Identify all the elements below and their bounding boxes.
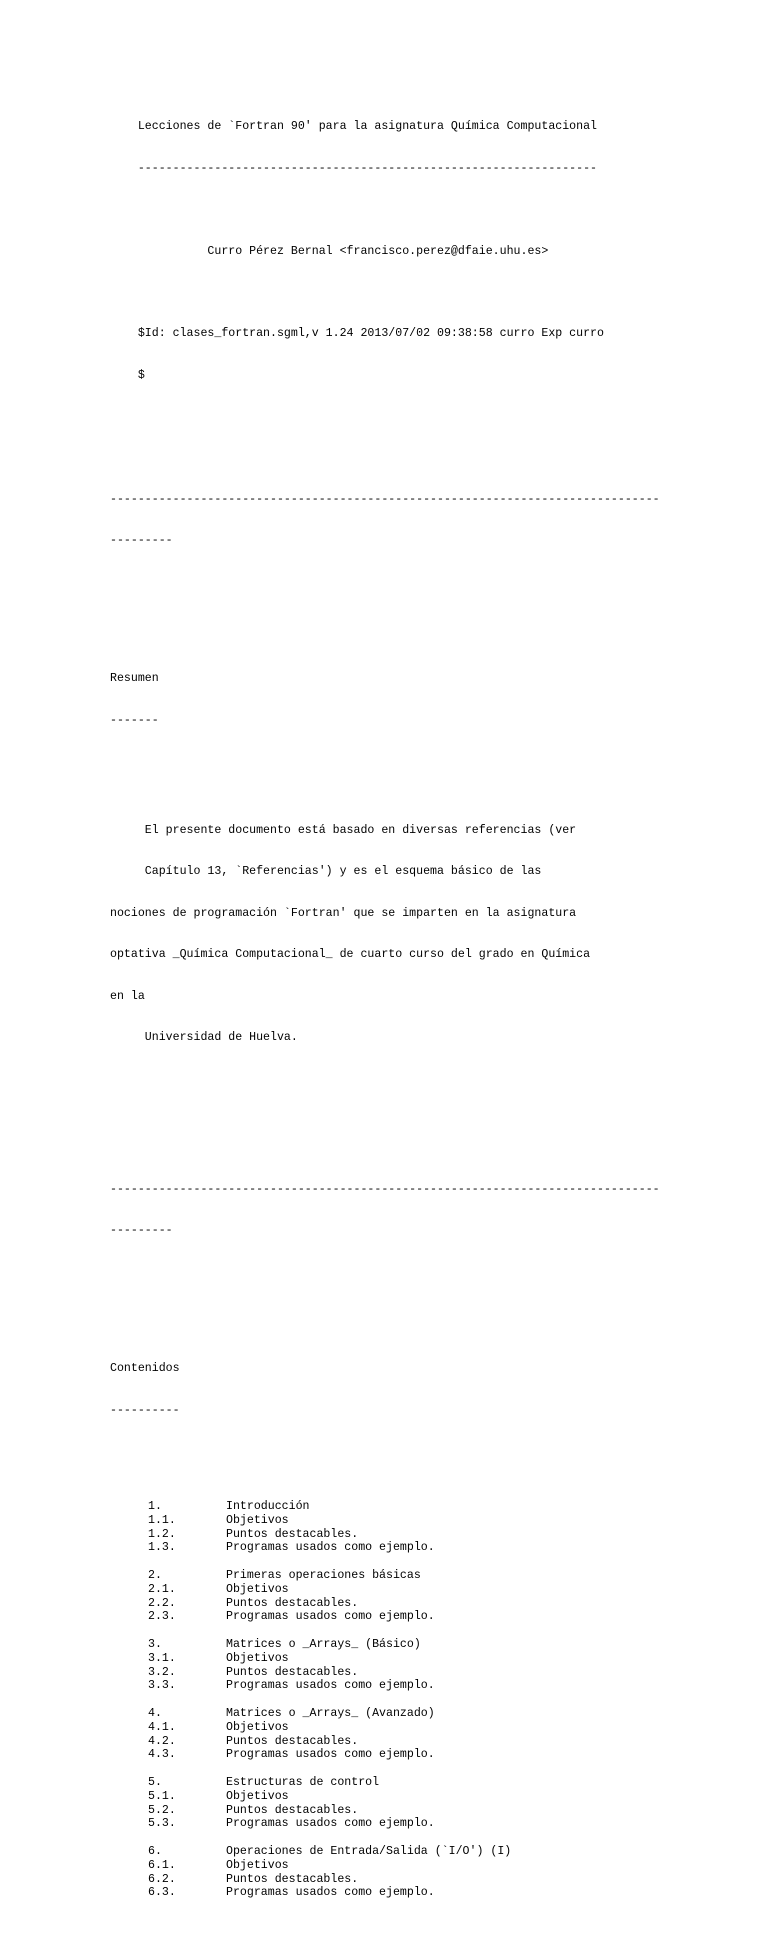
toc-entry-title: Puntos destacables.	[226, 1803, 359, 1817]
toc-section	[110, 1707, 670, 1762]
toc-section	[110, 1569, 670, 1624]
toc-entry-title: Objetivos	[226, 1582, 289, 1596]
toc-entry-number: 3.1.	[148, 1651, 176, 1665]
toc-entry[interactable]	[110, 1886, 670, 1900]
toc-entry[interactable]	[110, 1569, 670, 1583]
toc-entry-title: Programas usados como ejemplo.	[226, 1610, 435, 1624]
toc-entry[interactable]	[110, 1817, 670, 1831]
toc-entry[interactable]	[110, 1679, 670, 1693]
toc-entry-number: 5.2.	[148, 1803, 176, 1817]
contents-underline: ----------	[110, 1403, 180, 1417]
toc-section	[110, 1845, 670, 1900]
toc-entry-title: Puntos destacables.	[226, 1527, 359, 1541]
toc-entry-number: 3.2.	[148, 1665, 176, 1679]
abstract-heading: Resumen	[110, 672, 159, 686]
separator-line-tail: ---------	[110, 1224, 173, 1238]
toc-section	[110, 1638, 670, 1693]
toc-entry-title: Puntos destacables.	[226, 1665, 359, 1679]
abstract-line: Capítulo 13, `Referencias') y es el esquema básico de las	[110, 865, 542, 879]
title-underline: ------------------------------------------------------------------	[110, 161, 598, 175]
toc-entry-number: 1.2.	[148, 1527, 176, 1541]
toc-entry-number: 5.3.	[148, 1817, 176, 1831]
toc-entry-number: 1.3.	[148, 1541, 176, 1555]
toc-entry-number: 4.1.	[148, 1720, 176, 1734]
toc-entry-number: 5.	[148, 1776, 162, 1790]
toc-entry-number: 4.3.	[148, 1748, 176, 1762]
toc-entry[interactable]	[110, 1652, 670, 1666]
toc-entry-title: Programas usados como ejemplo.	[226, 1886, 435, 1900]
toc-entry[interactable]	[110, 1514, 670, 1528]
abstract-line: El presente documento está basado en diversas referencias (ver	[110, 824, 577, 838]
toc-entry-number: 2.	[148, 1569, 162, 1583]
toc-entry-number: 3.	[148, 1638, 162, 1652]
toc-entry[interactable]	[110, 1541, 670, 1555]
toc-entry-title: Programas usados como ejemplo.	[226, 1541, 435, 1555]
toc-entry-title: Estructuras de control	[226, 1776, 380, 1790]
abstract-underline: -------	[110, 713, 159, 727]
separator-line-tail: ---------	[110, 534, 173, 548]
toc-entry[interactable]	[110, 1638, 670, 1652]
separator-line: -------------------------------------------------------------------------------	[110, 1182, 660, 1196]
contents-heading: Contenidos	[110, 1362, 180, 1376]
toc-entry-number: 4.2.	[148, 1734, 176, 1748]
toc-entry-title: Objetivos	[226, 1720, 289, 1734]
toc-entry[interactable]	[110, 1748, 670, 1762]
toc-entry[interactable]	[110, 1873, 670, 1887]
toc-entry[interactable]	[110, 1597, 670, 1611]
abstract-body	[110, 796, 670, 1072]
document-title: Lecciones de `Fortran 90' para la asignatura Química Computacional	[110, 120, 598, 134]
toc-entry-number: 6.2.	[148, 1872, 176, 1886]
abstract-line: optativa _Química Computacional_ de cuarto curso del grado en Química	[110, 948, 591, 962]
toc-entry-title: Programas usados como ejemplo.	[226, 1817, 435, 1831]
abstract-line: nociones de programación `Fortran' que se imparten en la asignatura	[110, 906, 577, 920]
toc-entry-title: Introducción	[226, 1500, 310, 1514]
toc-entry-title: Objetivos	[226, 1858, 289, 1872]
toc-entry-title: Objetivos	[226, 1651, 289, 1665]
toc-entry[interactable]	[110, 1583, 670, 1597]
toc-entry[interactable]	[110, 1528, 670, 1542]
toc-entry-title: Puntos destacables.	[226, 1734, 359, 1748]
toc-entry-number: 4.	[148, 1707, 162, 1721]
toc-entry-number: 1.1.	[148, 1513, 176, 1527]
toc-entry-title: Objetivos	[226, 1513, 289, 1527]
separator-line: -------------------------------------------------------------------------------	[110, 492, 660, 506]
id-line: $Id: clases_fortran.sgml,v 1.24 2013/07/02 09:38:58 curro Exp curro	[110, 327, 604, 341]
toc-entry[interactable]	[110, 1721, 670, 1735]
toc-entry[interactable]	[110, 1804, 670, 1818]
toc-entry[interactable]	[110, 1707, 670, 1721]
toc-entry[interactable]	[110, 1666, 670, 1680]
toc-entry-number: 2.1.	[148, 1582, 176, 1596]
toc-entry[interactable]	[110, 1790, 670, 1804]
toc-entry-number: 2.3.	[148, 1610, 176, 1624]
toc-entry-number: 3.3.	[148, 1679, 176, 1693]
toc-entry-title: Operaciones de Entrada/Salida (`I/O') (I)	[226, 1845, 512, 1858]
toc-entry-number: 1.	[148, 1500, 162, 1514]
abstract-line: en la	[110, 989, 145, 1003]
toc-entry[interactable]	[110, 1845, 670, 1859]
toc-entry[interactable]	[110, 1735, 670, 1749]
toc-entry-title: Primeras operaciones básicas	[226, 1569, 421, 1583]
toc-entry-number: 6.1.	[148, 1858, 176, 1872]
toc-entry[interactable]	[110, 1610, 670, 1624]
toc-entry-number: 2.2.	[148, 1596, 176, 1610]
document-page	[110, 79, 670, 1942]
toc-section	[110, 1776, 670, 1831]
toc-entry-title: Matrices o _Arrays_ (Básico)	[226, 1638, 421, 1652]
toc-entry[interactable]	[110, 1500, 670, 1514]
toc-entry-title: Puntos destacables.	[226, 1872, 359, 1886]
toc-entry-title: Matrices o _Arrays_ (Avanzado)	[226, 1707, 435, 1721]
toc-section	[110, 1500, 670, 1555]
toc-entry-number: 6.3.	[148, 1886, 176, 1900]
toc-entry[interactable]	[110, 1776, 670, 1790]
author-line: Curro Pérez Bernal <francisco.perez@dfaie.uhu.es>	[110, 244, 549, 258]
toc-entry-title: Programas usados como ejemplo.	[226, 1679, 435, 1693]
id-line-continuation: $	[110, 368, 145, 382]
toc-entry-title: Puntos destacables.	[226, 1596, 359, 1610]
table-of-contents	[110, 1500, 670, 1900]
toc-entry-number: 6.	[148, 1845, 162, 1858]
toc-entry-number: 5.1.	[148, 1789, 176, 1803]
abstract-line: Universidad de Huelva.	[110, 1030, 298, 1044]
toc-entry-title: Programas usados como ejemplo.	[226, 1748, 435, 1762]
toc-entry-title: Objetivos	[226, 1789, 289, 1803]
toc-entry[interactable]	[110, 1859, 670, 1873]
